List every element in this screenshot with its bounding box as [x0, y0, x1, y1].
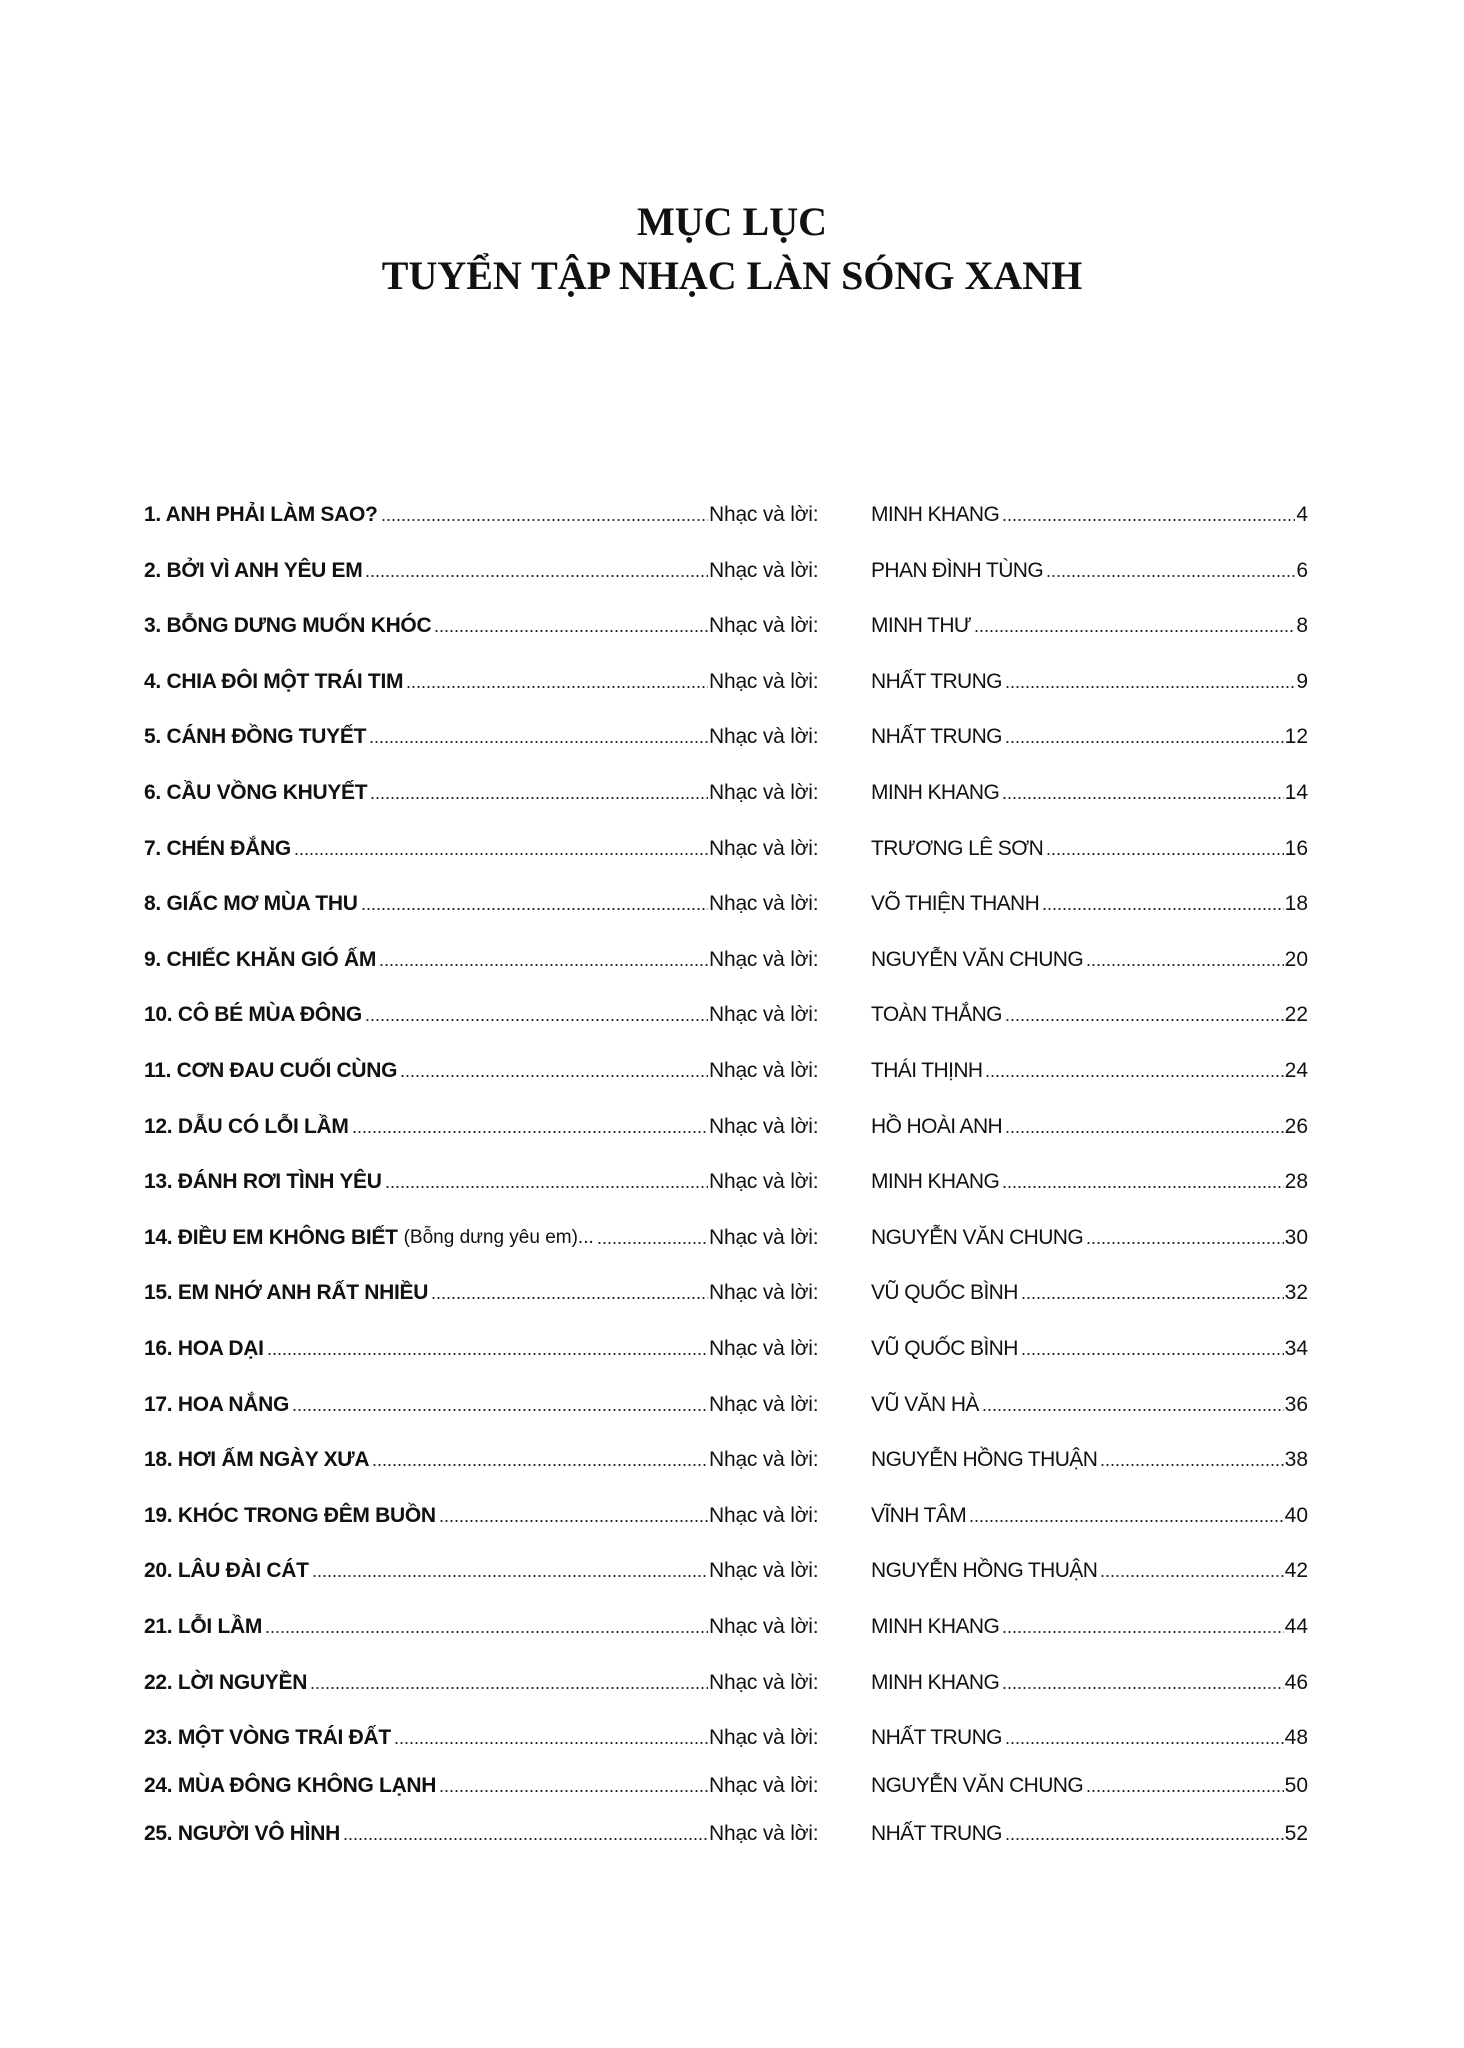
- toc-entry[interactable]: [144, 663, 1308, 695]
- dot-leader: [982, 1407, 1284, 1413]
- composer-name: NHẤT TRUNG: [871, 669, 1002, 693]
- credit-label: Nhạc và lời:: [709, 669, 819, 693]
- composer-name: NHẤT TRUNG: [871, 725, 1002, 749]
- song-cell: [144, 780, 709, 806]
- song-title: 6. CẦU VỒNG KHUYẾT: [144, 781, 368, 804]
- dot-leader: [385, 1184, 708, 1190]
- song-title: 7. CHÉN ĐẮNG: [144, 836, 291, 860]
- composer-cell: [871, 1225, 1308, 1251]
- credit-label: Nhạc và lời:: [709, 1392, 819, 1416]
- toc-entry[interactable]: [144, 1608, 1308, 1640]
- composer-cell: [871, 613, 1308, 639]
- composer-name: NGUYỄN VĂN CHUNG: [871, 1774, 1084, 1798]
- composer-cell: [871, 502, 1308, 528]
- dot-leader: [597, 1240, 708, 1246]
- page-number: 24: [1284, 1059, 1308, 1082]
- credit-label: Nhạc và lời:: [709, 947, 819, 971]
- composer-name: NHẤT TRUNG: [871, 1726, 1002, 1750]
- toc-entry[interactable]: [144, 607, 1308, 639]
- toc-entry[interactable]: [144, 1274, 1308, 1306]
- dot-leader: [1005, 1740, 1284, 1746]
- dot-leader: [1100, 1462, 1283, 1468]
- song-title: 3. BỖNG DƯNG MUỐN KHÓC: [144, 614, 432, 638]
- page-number: 12: [1284, 725, 1308, 749]
- song-title: 14. ĐIỀU EM KHÔNG BIẾT: [144, 1225, 398, 1249]
- composer-cell: [871, 1169, 1308, 1195]
- credit-label: Nhạc và lời:: [709, 1170, 819, 1194]
- song-cell: [144, 836, 709, 862]
- composer-cell: [871, 1821, 1308, 1847]
- song-alt-title: (Bỗng dưng yêu em)...: [403, 1226, 594, 1248]
- composer-cell: [871, 1336, 1308, 1362]
- credit-label: Nhạc và lời:: [709, 892, 819, 916]
- toc-entry[interactable]: [144, 1552, 1308, 1584]
- dot-leader: [1002, 1685, 1283, 1691]
- composer-cell: [871, 780, 1308, 806]
- dot-leader: [1005, 684, 1295, 690]
- page-number: 36: [1284, 1392, 1308, 1416]
- toc-entry[interactable]: [144, 1330, 1308, 1362]
- composer-cell: [871, 1558, 1308, 1584]
- song-title: 22. LỜI NGUYỀN: [144, 1670, 308, 1694]
- page-number: 22: [1284, 1003, 1308, 1027]
- song-title: 11. CƠN ĐAU CUỐI CÙNG: [144, 1059, 398, 1082]
- toc-entry[interactable]: [144, 1386, 1308, 1418]
- song-title: 1. ANH PHẢI LÀM SAO?: [144, 503, 378, 526]
- dot-leader: [352, 1129, 708, 1135]
- composer-cell: [871, 1058, 1308, 1084]
- composer-cell: [871, 1392, 1308, 1418]
- page-number: 50: [1284, 1774, 1308, 1798]
- song-title: 4. CHIA ĐÔI MỘT TRÁI TIM: [144, 669, 404, 693]
- dot-leader: [1042, 906, 1283, 912]
- credit-label: Nhạc và lời:: [709, 1822, 819, 1846]
- toc-entry[interactable]: [144, 774, 1308, 806]
- composer-cell: [871, 891, 1308, 917]
- credit-label: Nhạc và lời:: [709, 1281, 819, 1305]
- toc-entry[interactable]: [144, 1719, 1308, 1751]
- page-number: 40: [1284, 1503, 1308, 1527]
- page-number: 42: [1284, 1559, 1308, 1583]
- song-title: 8. GIẤC MƠ MÙA THU: [144, 892, 358, 916]
- composer-name: MINH KHANG: [871, 1615, 1000, 1638]
- composer-name: NGUYỄN VĂN CHUNG: [871, 947, 1084, 971]
- dot-leader: [265, 1629, 708, 1635]
- page-number: 6: [1296, 558, 1308, 582]
- dot-leader: [343, 1836, 708, 1842]
- song-cell: [144, 947, 709, 973]
- dot-leader: [312, 1573, 708, 1579]
- composer-cell: [871, 836, 1308, 862]
- dot-leader: [974, 628, 1295, 634]
- dot-leader: [1086, 1240, 1284, 1246]
- credit-label: Nhạc và lời:: [709, 1059, 819, 1082]
- composer-name: THÁI THỊNH: [871, 1059, 983, 1082]
- dot-leader: [1086, 962, 1284, 968]
- song-title: 23. MỘT VÒNG TRÁI ĐẤT: [144, 1726, 391, 1750]
- page-number: 46: [1284, 1670, 1308, 1694]
- composer-name: TOÀN THẮNG: [871, 1003, 1002, 1027]
- dot-leader: [361, 906, 708, 912]
- composer-cell: [871, 1670, 1308, 1696]
- dot-leader: [1021, 1351, 1284, 1357]
- song-cell: [144, 558, 709, 584]
- song-title: 19. KHÓC TRONG ĐÊM BUỒN: [144, 1503, 436, 1527]
- song-cell: [144, 1447, 709, 1473]
- dot-leader: [434, 628, 708, 634]
- song-title: 25. NGƯỜI VÔ HÌNH: [144, 1822, 340, 1846]
- composer-name: HỒ HOÀI ANH: [871, 1114, 1003, 1138]
- credit-label: Nhạc và lời:: [709, 1503, 819, 1527]
- composer-name: TRƯƠNG LÊ SƠN: [871, 836, 1044, 860]
- toc-entry[interactable]: [144, 552, 1308, 584]
- dot-leader: [1002, 1629, 1283, 1635]
- song-cell: [144, 1725, 709, 1751]
- credit-label: Nhạc và lời:: [709, 836, 819, 860]
- credit-label: Nhạc và lời:: [709, 1670, 819, 1694]
- page-number: 18: [1284, 892, 1308, 916]
- credit-label: Nhạc và lời:: [709, 1337, 819, 1360]
- credit-label: Nhạc và lời:: [709, 1448, 819, 1472]
- song-cell: [144, 1058, 709, 1084]
- credit-label: Nhạc và lời:: [709, 1774, 819, 1798]
- composer-cell: [871, 724, 1308, 750]
- composer-name: VĨNH TÂM: [871, 1503, 967, 1527]
- page-title: MỤC LỤC: [637, 199, 827, 244]
- song-cell: [144, 1114, 709, 1140]
- dot-leader: [1002, 1184, 1283, 1190]
- composer-name: MINH KHANG: [871, 503, 1000, 526]
- composer-cell: [871, 1114, 1308, 1140]
- page-number: 48: [1284, 1726, 1308, 1750]
- dot-leader: [372, 1462, 708, 1468]
- composer-cell: [871, 1503, 1308, 1529]
- composer-name: VÕ THIỆN THANH: [871, 892, 1040, 916]
- composer-name: NGUYỄN HỒNG THUẬN: [871, 1448, 1098, 1472]
- toc-entry[interactable]: [144, 1767, 1308, 1799]
- composer-cell: [871, 1447, 1308, 1473]
- song-cell: [144, 1336, 709, 1362]
- dot-leader: [439, 1788, 708, 1794]
- page-number: 4: [1296, 503, 1308, 526]
- page-number: 16: [1284, 836, 1308, 860]
- song-cell: [144, 1773, 709, 1799]
- dot-leader: [1046, 573, 1295, 579]
- page-number: 14: [1284, 781, 1308, 804]
- song-cell: [144, 1558, 709, 1584]
- dot-leader: [365, 1017, 708, 1023]
- page-number: 9: [1296, 669, 1308, 693]
- song-cell: [144, 724, 709, 750]
- dot-leader: [400, 1073, 708, 1079]
- composer-cell: [871, 1614, 1308, 1640]
- composer-name: VŨ QUỐC BÌNH: [871, 1337, 1018, 1360]
- page-number: 32: [1284, 1281, 1308, 1305]
- dot-leader: [1021, 1295, 1284, 1301]
- credit-label: Nhạc và lời:: [709, 1559, 819, 1583]
- song-title: 2. BỞI VÌ ANH YÊU EM: [144, 558, 363, 582]
- song-title: 13. ĐÁNH RƠI TÌNH YÊU: [144, 1170, 382, 1194]
- credit-label: Nhạc và lời:: [709, 1003, 819, 1027]
- credit-label: Nhạc và lời:: [709, 1615, 819, 1638]
- toc-entry[interactable]: [144, 1163, 1308, 1195]
- dot-leader: [439, 1518, 708, 1524]
- dot-leader: [379, 962, 708, 968]
- page-number: 52: [1284, 1822, 1308, 1846]
- toc-entry[interactable]: [144, 1219, 1308, 1251]
- composer-name: NGUYỄN VĂN CHUNG: [871, 1225, 1084, 1249]
- song-cell: [144, 1169, 709, 1195]
- dot-leader: [381, 517, 708, 523]
- composer-cell: [871, 947, 1308, 973]
- credit-label: Nhạc và lời:: [709, 614, 819, 638]
- song-cell: [144, 1002, 709, 1028]
- toc-entry[interactable]: [144, 718, 1308, 750]
- toc-entry[interactable]: [144, 1497, 1308, 1529]
- composer-cell: [871, 1725, 1308, 1751]
- composer-name: PHAN ĐÌNH TÙNG: [871, 558, 1044, 582]
- dot-leader: [1005, 1017, 1284, 1023]
- credit-label: Nhạc và lời:: [709, 1225, 819, 1249]
- dot-leader: [1100, 1573, 1283, 1579]
- song-cell: [144, 1280, 709, 1306]
- song-cell: [144, 1503, 709, 1529]
- toc-entry[interactable]: [144, 1441, 1308, 1473]
- song-cell: [144, 613, 709, 639]
- dot-leader: [310, 1685, 708, 1691]
- dot-leader: [370, 795, 708, 801]
- composer-name: MINH KHANG: [871, 1670, 1000, 1694]
- composer-cell: [871, 669, 1308, 695]
- credit-label: Nhạc và lời:: [709, 781, 819, 804]
- composer-name: VŨ QUỐC BÌNH: [871, 1281, 1018, 1305]
- page-number: 26: [1284, 1114, 1308, 1138]
- song-cell: [144, 669, 709, 695]
- toc-entry[interactable]: [144, 1815, 1308, 1847]
- toc-entry[interactable]: [144, 941, 1308, 973]
- toc-entry[interactable]: [144, 496, 1308, 528]
- dot-leader: [1046, 851, 1283, 857]
- dot-leader: [369, 739, 708, 745]
- dot-leader: [1005, 1836, 1284, 1842]
- dot-leader: [406, 684, 708, 690]
- credit-label: Nhạc và lời:: [709, 1726, 819, 1750]
- toc-entry[interactable]: [144, 885, 1308, 917]
- dot-leader: [267, 1351, 708, 1357]
- credit-label: Nhạc và lời:: [709, 558, 819, 582]
- composer-name: MINH THƯ: [871, 614, 972, 638]
- toc-entry[interactable]: [144, 1052, 1308, 1084]
- song-cell: [144, 1392, 709, 1418]
- song-title: 24. MÙA ĐÔNG KHÔNG LẠNH: [144, 1774, 437, 1798]
- song-cell: [144, 1821, 709, 1847]
- composer-name: MINH KHANG: [871, 781, 1000, 804]
- dot-leader: [969, 1518, 1283, 1524]
- song-title: 20. LÂU ĐÀI CÁT: [144, 1559, 309, 1583]
- toc-entry[interactable]: [144, 996, 1308, 1028]
- toc-entry[interactable]: [144, 1108, 1308, 1140]
- song-cell: [144, 1225, 709, 1251]
- page-number: 8: [1296, 614, 1308, 638]
- song-title: 17. HOA NẮNG: [144, 1392, 289, 1416]
- song-cell: [144, 1670, 709, 1696]
- dot-leader: [1005, 739, 1284, 745]
- credit-label: Nhạc và lời:: [709, 503, 819, 526]
- page-number: 34: [1284, 1337, 1308, 1360]
- song-title: 16. HOA DẠI: [144, 1337, 264, 1360]
- song-title: 9. CHIẾC KHĂN GIÓ ẤM: [144, 947, 377, 971]
- page-number: 20: [1284, 947, 1308, 971]
- dot-leader: [365, 573, 708, 579]
- song-cell: [144, 891, 709, 917]
- composer-name: NGUYỄN HỒNG THUẬN: [871, 1559, 1098, 1583]
- song-title: 18. HƠI ẤM NGÀY XƯA: [144, 1448, 370, 1472]
- toc-entry[interactable]: [144, 1664, 1308, 1696]
- dot-leader: [394, 1740, 708, 1746]
- song-title: 5. CÁNH ĐỒNG TUYẾT: [144, 725, 367, 749]
- composer-name: VŨ VĂN HÀ: [871, 1392, 979, 1416]
- composer-name: NHẤT TRUNG: [871, 1822, 1002, 1846]
- composer-cell: [871, 1773, 1308, 1799]
- song-title: 15. EM NHỚ ANH RẤT NHIỀU: [144, 1281, 429, 1305]
- page-number: 30: [1284, 1225, 1308, 1249]
- song-title: 21. LỖI LẦM: [144, 1615, 263, 1638]
- song-cell: [144, 502, 709, 528]
- credit-label: Nhạc và lời:: [709, 1114, 819, 1138]
- dot-leader: [1005, 1129, 1284, 1135]
- composer-name: MINH KHANG: [871, 1170, 1000, 1194]
- song-cell: [144, 1614, 709, 1640]
- dot-leader: [1002, 795, 1283, 801]
- dot-leader: [431, 1295, 708, 1301]
- song-title: 12. DẪU CÓ LỖI LẦM: [144, 1114, 349, 1138]
- dot-leader: [1086, 1788, 1284, 1794]
- dot-leader: [292, 1407, 708, 1413]
- dot-leader: [985, 1073, 1283, 1079]
- toc-entry[interactable]: [144, 830, 1308, 862]
- dot-leader: [294, 851, 708, 857]
- dot-leader: [1002, 517, 1295, 523]
- page-number: 44: [1284, 1615, 1308, 1638]
- composer-cell: [871, 1002, 1308, 1028]
- composer-cell: [871, 558, 1308, 584]
- credit-label: Nhạc và lời:: [709, 725, 819, 749]
- composer-cell: [871, 1280, 1308, 1306]
- song-title: 10. CÔ BÉ MÙA ĐÔNG: [144, 1003, 362, 1027]
- page-number: 28: [1284, 1170, 1308, 1194]
- page-number: 38: [1284, 1448, 1308, 1472]
- page-subtitle: TUYỂN TẬP NHẠC LÀN SÓNG XANH: [381, 253, 1083, 298]
